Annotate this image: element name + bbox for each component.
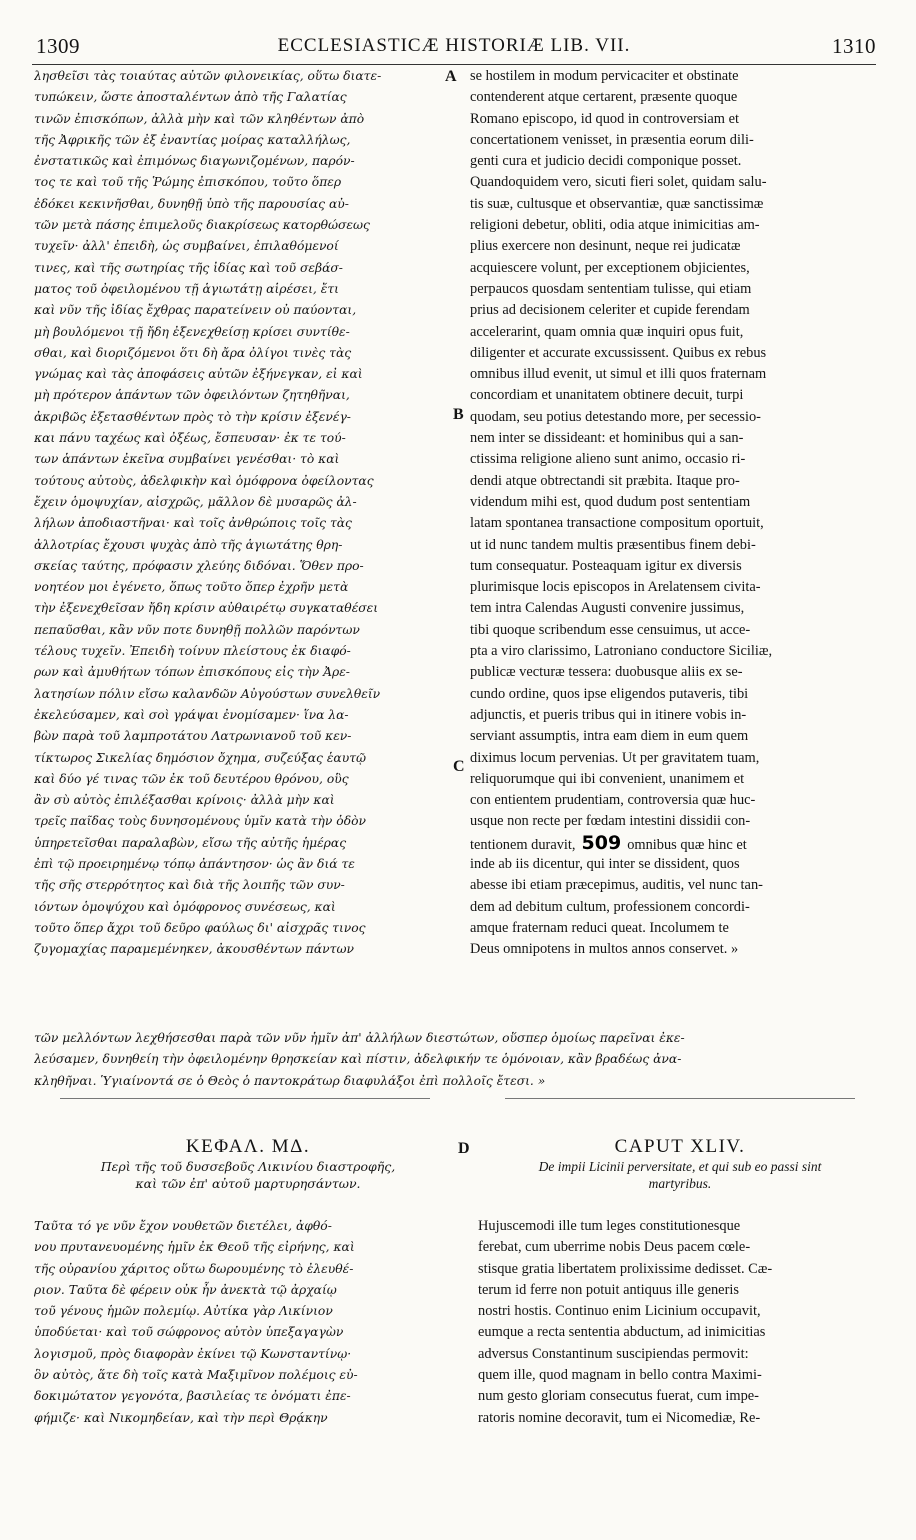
- text-line: tis suæ, cultusque et observantiæ, quæ sanctissimæ: [470, 195, 764, 212]
- text-line: τὴν ἐξενεχθεῖσαν ἤδη κρίσιν αὐθαιρέτῳ συγκαταθέσει: [34, 601, 379, 616]
- text-line: και πάνυ ταχέως καὶ ὀξέως, ἔσπευσαν· ἐκ τε τού-: [34, 431, 346, 446]
- chapter-title-latin-1: De impii Licinii perversitate, et qui sub eo passi sint: [538, 1159, 822, 1174]
- margin-marker-a: A: [445, 68, 457, 85]
- text-line: ratoris nomine decoravit, tum ei Nicomediæ, Re-: [478, 1409, 761, 1426]
- text-line: τινῶν ἐπισκόπων, ἀλλὰ μὴν καὶ τῶν κληθέντων ἀπὸ: [34, 111, 365, 126]
- text-line: τούτους αὐτοὺς, ἀδελφικὴν καὶ ὁμόφρονα ὀφείλοντας: [34, 473, 374, 488]
- text-line: Quandoquidem vero, sicuti fieri solet, quidam salu-: [470, 174, 767, 191]
- text-after-badge: omnibus quæ hinc et: [627, 836, 747, 853]
- text-line: κληθῆναι. Ὑγιαίνοντά σε ὁ Θεὸς ὁ παντοκράτωρ διαφυλάξοι ἐπὶ πολλοῖς ἔτεσι. »: [34, 1073, 546, 1088]
- text-line: ἔχειν ὁμοψυχίαν, αἰσχρῶς, μᾶλλον δὲ μυσαρῶς ἀλ-: [34, 494, 357, 509]
- text-line: τοῦ γένους ἡμῶν πολεμίῳ. Αὐτίκα γὰρ Λικίνιον: [34, 1304, 333, 1319]
- text-line: se hostilem in modum pervicaciter et obstinate: [470, 68, 739, 84]
- text-line: ζυγομαχίας παραμεμένηκεν, ἀκουσθέντων πάντων: [34, 942, 354, 957]
- text-line: ριον. Ταῦτα δὲ φέρειν οὐκ ἦν ἀνεκτὰ τῷ ἀρχαίῳ: [34, 1282, 337, 1297]
- text-line: τῆς σῆς στερρότητος καὶ διὰ τῆς λοιπῆς τῶν συν-: [34, 878, 345, 893]
- text-line: cundo ordine, quos ipse eligendos putaveris, tibi: [470, 685, 749, 702]
- divider-right: [505, 1098, 855, 1099]
- text-line: usque non recte per fœdam intestini dissidii con-: [470, 813, 751, 830]
- text-line: τέλους τυχεῖν. Ἐπειδὴ τοίνυν πλείστους ἐκ διαφό-: [34, 644, 351, 659]
- text-line: tentionem duravit,: [470, 836, 576, 853]
- text-line: ὃν αὐτὸς, ἅτε δὴ τοῖς κατὰ Μαξιμῖνον πολέμοις εὐ-: [34, 1368, 358, 1383]
- text-line: Hujuscemodi ille tum leges constitutionesque: [478, 1218, 741, 1234]
- text-line: καὶ δύο γέ τινας τῶν ἐκ τοῦ δευτέρου θρόνου, οὓς: [34, 771, 349, 786]
- text-line: ἐπὶ τῷ προειρημένῳ τόπῳ ἀπάντησον· ὡς ἂν διά τε: [34, 856, 355, 871]
- text-line: τρεῖς παῖδας τοὺς δυνησομένους ὑμῖν κατὰ τὴν ὁδὸν: [34, 814, 366, 829]
- text-line: concordiam et unanitatem obtinere decuit, turpi: [470, 387, 744, 404]
- text-line: tem intra Calendas Augusti convenire jussimus,: [470, 600, 745, 617]
- text-line: dem ad debitum cultum, professionem concordi-: [470, 898, 750, 915]
- text-line: τυχεῖν· ἀλλ' ἐπειδὴ, ὡς συμβαίνει, ἐπιλαθόμενοί: [34, 239, 339, 254]
- text-line: λατησίων πόλιν εἴσω καλανδῶν Αὐγούστων συνελθεῖν: [34, 686, 381, 701]
- text-line: τινες, καὶ τῆς σωτηρίας τῆς ἰδίας καὶ τοῦ σεβάσ-: [34, 260, 343, 275]
- text-line: ματος τοῦ ὀφειλομένου τῇ ἁγιωτάτῃ αἱρέσει, ἔτι: [34, 281, 339, 296]
- greek-text-column-top: [34, 66, 462, 960]
- page-number-right: 1310: [832, 34, 876, 58]
- latin-text-column-top: [470, 66, 878, 960]
- text-line: λογισμοῦ, πρὸς διαφορὰν ἐκίνει τῷ Κωνσταντίνῳ·: [34, 1346, 352, 1361]
- text-line: μὴ πρότερον ἁπάντων τῶν ὀφειλόντων ζητηθῆναι,: [34, 388, 350, 403]
- text-line: adversus Constantinum suscipiendas permovit:: [478, 1345, 749, 1362]
- text-line: νοητέον μοι ἐγένετο, ὅπως τοῦτο ὅπερ ἐχρῆν μετὰ: [34, 580, 349, 595]
- chapter-title-greek-2: καὶ τῶν ἐπ' αὐτοῦ μαρτυρησάντων.: [135, 1176, 361, 1191]
- greek-text-column-bottom: [34, 1216, 462, 1429]
- text-line: τοῦτο ὅπερ ἄχρι τοῦ δεῦρο φαύλως δι' αἰσχρᾶς τινος: [34, 920, 366, 935]
- text-line: dendi atque obtrectandi sit præbita. Itaque pro-: [470, 472, 740, 489]
- text-line: amque fraternam reduci queat. Incolumem te: [470, 919, 729, 936]
- text-line: λεύσαμεν, δυνηθείη τὴν ὀφειλομένην θρησκείαν καὶ πίστιν, ἀδελφικήν τε ὁμόνοιαν, κἂν βραδέως ἀνα-: [34, 1052, 682, 1067]
- text-line: prius ad decisionem celeriter et cupide ferendam: [470, 302, 750, 319]
- text-line: Ταῦτα τό γε νῦν ἔχον νουθετῶν διετέλει, ἀφθό-: [34, 1219, 332, 1233]
- text-line: videndum mihi est, quod dudum post sententiam: [470, 493, 751, 510]
- text-line: ἐνστατικῶς καὶ ἐπιμόνως διαγωνιζομένων, παρόν-: [34, 154, 355, 169]
- text-line: ιόντων ὁμοψύχου καὶ ὁμόφρονος συνέσεως, καὶ: [34, 899, 336, 914]
- chapter-heading-latin: [478, 1136, 882, 1192]
- text-line: γνώμας καὶ τὰς ἀποφάσεις αὐτῶν ἐξήνεγκαν, εἰ καὶ: [34, 367, 363, 382]
- text-line: φήμιζε· καὶ Νικομηδείαν, καὶ τὴν περὶ Θρᾴκην: [34, 1410, 328, 1425]
- text-line: σκείας ταύτης, πρόφασιν χλεύης διδόναι. Ὅθεν προ-: [34, 558, 364, 573]
- text-line: ἐκελεύσαμεν, καὶ σοὶ γράψαι ἐνομίσαμεν· ἵνα λα-: [34, 707, 349, 722]
- chapter-title-latin-2: martyribus.: [648, 1176, 712, 1191]
- text-line: ferebat, cum uberrime nobis Deus pacem cœle-: [478, 1239, 751, 1256]
- text-line: accelerarint, quam omnia quæ inquiri opus fuit,: [470, 323, 744, 340]
- text-line: τῆς Ἀφρικῆς τῶν ἐξ ἐναντίας μοίρας καταλλήλως,: [34, 132, 351, 147]
- text-line: con entientem prudentiam, controversia quæ huc-: [470, 792, 756, 809]
- text-line: τῶν μελλόντων λεχθήσεσθαι παρὰ τῶν νῦν ἡμῖν ἀπ' ἀλλήλων διεστώτων, οὕσπερ ὁμοίως παρεῖναι ἐκε-: [34, 1031, 685, 1045]
- text-line: abesse ibi etiam præcepimus, auditis, vel nunc tan-: [470, 877, 763, 894]
- text-line: νου πρυτανευομένης ἡμῖν ἐκ Θεοῦ τῆς εἰρήνης, καὶ: [34, 1240, 355, 1255]
- latin-text-column-bottom: [478, 1216, 882, 1429]
- text-line: quem ille, quod magnam in bello contra Maximi-: [478, 1367, 762, 1384]
- text-line: latam spontanea transactione compositum oportuit,: [470, 515, 764, 532]
- text-line: λησθεῖσι τὰς τοιαύτας αὐτῶν φιλονεικίας, οὕτω διατε-: [34, 69, 382, 83]
- page-reference-badge: 509: [581, 831, 622, 854]
- text-line: ἀλλοτρίας ἔχουσι ψυχὰς ἀπὸ τῆς ἁγιωτάτης θρη-: [34, 537, 343, 552]
- text-line: ctissima religione alieno sunt animo, occasio ri-: [470, 451, 746, 468]
- margin-marker-b: B: [453, 406, 464, 423]
- text-line: genti cura et judicio decidi componique posset.: [470, 153, 742, 170]
- text-line: pta a viro clarissimo, Latroniano conductore Siciliæ,: [470, 643, 773, 660]
- text-line: βὼν παρὰ τοῦ λαμπροτάτου Λατρωνιανοῦ τοῦ κεν-: [34, 729, 352, 744]
- text-line: δοκιμώτατον γεγονότα, βασιλείας τε ὀνόματι ἐπε-: [34, 1389, 351, 1404]
- running-header: [32, 30, 876, 65]
- margin-marker-d: D: [458, 1140, 470, 1157]
- text-line: acquiescere volunt, per exceptionem objicientes,: [470, 259, 750, 276]
- margin-marker-c: C: [453, 758, 465, 775]
- text-line: reliquorumque qui ibi convenient, unanimem et: [470, 770, 745, 787]
- text-line: ὑπηρετεῖσθαι παραλαβὼν, εἴσω τῆς αὐτῆς ἡμέρας: [34, 835, 347, 850]
- text-line: num gesto gloriam consecutus fuerat, cum impe-: [478, 1388, 759, 1405]
- text-line: πεπαῦσθαι, κἂν νῦν ποτε δυνηθῇ πολλῶν παρόντων: [34, 622, 360, 637]
- text-line: σθαι, καὶ διοριζόμενοι ὅτι δὴ ἄρα ὀλίγοι τινὲς τὰς: [34, 345, 352, 360]
- text-line: eumque a recta sententia abductum, ad inimicitias: [478, 1324, 766, 1341]
- text-line: plurimisque locis episcopos in Arelatensem civita-: [470, 579, 761, 596]
- text-line: Romano episcopo, id quod in controversiam et: [470, 110, 739, 127]
- page-number-left: 1309: [36, 34, 80, 58]
- text-line: ρων καὶ ἀμυθήτων τόπων ἐπισκόπους εἰς τὴν Ἀρε-: [34, 665, 350, 680]
- text-line: perpaucos quosdam sententiam tulisse, qui etiam: [470, 280, 752, 297]
- text-line: tum consequatur. Posteaquam igitur ex diversis: [470, 557, 742, 574]
- text-line: serviant assumptis, intra eam diem in eum quem: [470, 728, 749, 745]
- text-line: τυπώκειν, ὥστε ἀποσταλέντων ἀπὸ τῆς Γαλατίας: [34, 90, 347, 105]
- text-line: Deus omnipotens in multos annos conservet. »: [470, 941, 739, 958]
- text-line: publicæ vecturæ tessera: duobusque aliis ex se-: [470, 664, 743, 681]
- text-line: religioni debetur, obliti, odia atque inimicitias am-: [470, 217, 760, 234]
- text-line: omnibus illud evenit, ut simul et illi quos fraternam: [470, 366, 767, 383]
- text-line: τίκτωρος Σικελίας δημόσιον ὄχημα, συζεύξας ἑαυτῷ: [34, 750, 367, 765]
- text-line-with-badge: [470, 833, 878, 854]
- text-line: ut id nunc tandem multis præsentibus finem debi-: [470, 536, 756, 553]
- text-line: quodam, seu potius detestando more, per secessio-: [470, 408, 761, 425]
- text-line: τῆς οὐρανίου χάριτος οὕτω δωρουμένης τὸ ἐλευθέ-: [34, 1261, 354, 1276]
- text-line: ἐδόκει κεκινῆσθαι, δυνηθῇ ὑπὸ τῆς παρουσίας αὐ-: [34, 196, 349, 211]
- chapter-heading-greek: [34, 1136, 462, 1192]
- text-line: diligenter et accurate excussissent. Quibus ex rebus: [470, 344, 767, 361]
- divider-left: [60, 1098, 430, 1099]
- chapter-title-greek-1: Περὶ τῆς τοῦ δυσσεβοῦς Λικινίου διαστροφῆς,: [100, 1159, 396, 1174]
- text-line: adjunctis, et pueris tribus qui in itinere vobis in-: [470, 706, 747, 723]
- text-line: ὑποδύεται· καὶ τοῦ σώφρονος αὐτὸν ὑπεξαγαγὼν: [34, 1325, 344, 1340]
- text-line: ἀκριβῶς ἐξετασθέντων πρὸς τὸ τὴν κρίσιν ἐξενέγ-: [34, 409, 351, 424]
- text-line: καὶ νῦν τῆς ἰδίας ἔχθρας παρατείνειν οὐ παύονται,: [34, 303, 357, 318]
- text-line: τῶν μετὰ πάσης ἐπιμελοῦς διακρίσεως κατορθώσεως: [34, 218, 370, 233]
- text-line: terum id ferre non potuit antiquus ille generis: [478, 1281, 739, 1298]
- text-line: stisque gratia libertatem prolixissime dedisset. Cæ-: [478, 1260, 773, 1277]
- text-line: μὴ βουλόμενοι τῇ ἤδη ἐξενεχθείσῃ κρίσει συντίθε-: [34, 324, 350, 339]
- text-line: inde ab iis dicentur, qui inter se dissident, quos: [470, 855, 740, 872]
- text-line: diximus locum pervenias. Ut per gravitatem tuam,: [470, 749, 760, 766]
- running-title: ECCLESIASTICÆ HISTORIÆ LIB. VII.: [277, 35, 631, 56]
- text-line: των ἁπάντων ἐκεῖνα συμβαίνει γενέσθαι· τὸ καὶ: [34, 452, 340, 467]
- text-line: contenderent atque certarent, præsente quoque: [470, 89, 738, 106]
- text-line: tibi quoque scribendum esse censuimus, ut acce-: [470, 621, 751, 638]
- chapter-number-latin: CAPUT XLIV.: [614, 1136, 746, 1157]
- text-line: concertationem venisset, in præsentia eorum dili-: [470, 131, 754, 148]
- text-line: ἂν σὺ αὐτὸς ἐπιλέξασθαι κρίνοις· ἀλλὰ μὴν καὶ: [34, 793, 335, 808]
- text-line: τος τε καὶ τοῦ τῆς Ῥώμης ἐπισκόπου, τοῦτο ὅπερ: [34, 175, 342, 190]
- text-line: λήλων ἀποδιαστῆναι· καὶ τοῖς ἀνθρώποις τοῖς τὰς: [34, 516, 352, 531]
- greek-text-full-width: [34, 1028, 880, 1092]
- chapter-number-greek: ΚΕΦΑΛ. ΜΔ.: [185, 1136, 311, 1157]
- text-line: plius exercere non desinunt, neque rei judicatæ: [470, 238, 741, 255]
- text-line: nem inter se dissideant: et hominibus qui a san-: [470, 430, 744, 447]
- text-line: nostri hostis. Continuo enim Licinium occupavit,: [478, 1303, 761, 1320]
